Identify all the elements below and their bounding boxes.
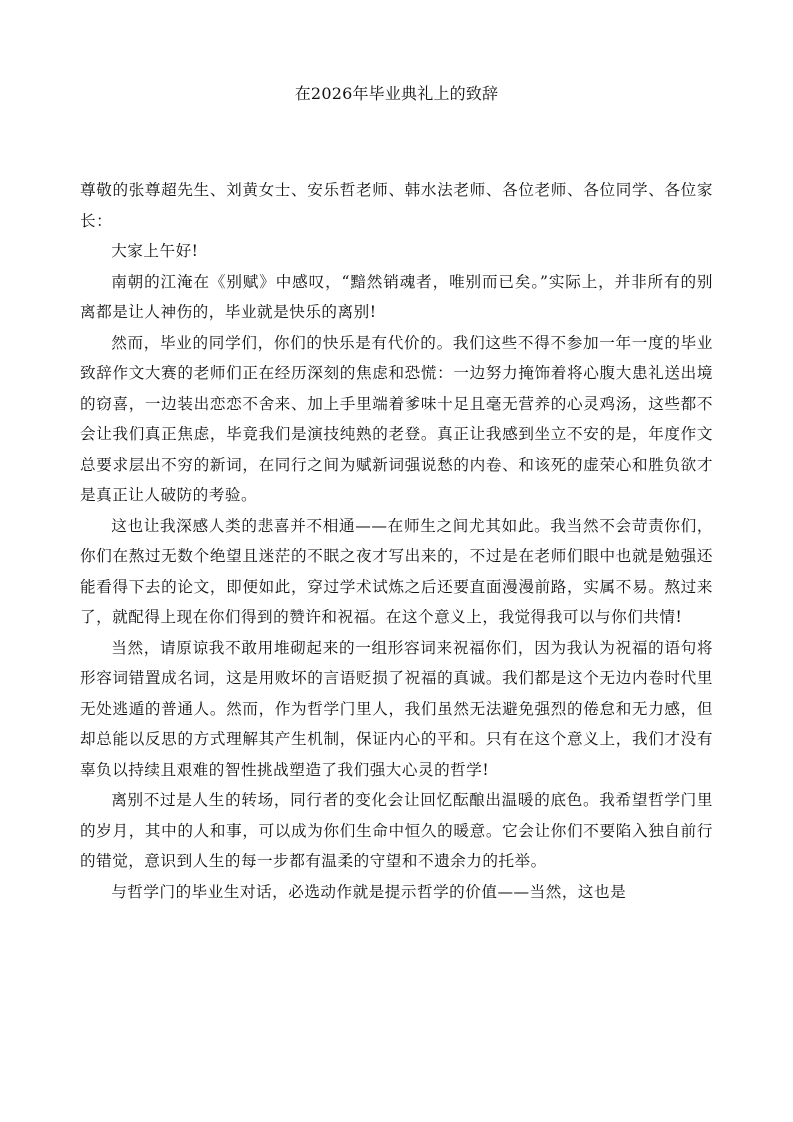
body-paragraph: 南朝的江淹在《别赋》中感叹，“黯然销魂者，唯别而已矣。”实际上，并非所有的别离都是让人神伤的，毕业就是快乐的离别! <box>80 272 713 321</box>
body-paragraph: 离别不过是人生的转场，同行者的变化会让回忆酝酿出温暖的底色。我希望哲学门里的岁月，其中的人和事，可以成为你们生命中恒久的暖意。它会让你们不要陷入独自前行的错觉，意识到人生的每一步都有温柔的守望和不遗余力的托举。 <box>80 791 713 870</box>
body-paragraph: 当然，请原谅我不敢用堆砌起来的一组形容词来祝福你们，因为我认为祝福的语句将形容词错置成名词，这是用败坏的言语贬损了祝福的真诚。我们都是这个无边内卷时代里无处逃遁的普通人。然而，作为哲学门里人，我们虽然无法避免强烈的倦怠和无力感，但却总能以反思的方式理解其产生机制，保证内心的平和。只有在这个意义上，我们才没有辜负以持续且艰难的智性挑战塑造了我们强大心灵的哲学! <box>80 638 713 779</box>
body-paragraph: 这也让我深感人类的悲喜并不相通——在师生之间尤其如此。我当然不会苛责你们，你们在熬过无数个绝望且迷茫的不眠之夜才写出来的，不过是在老师们眼中也就是勉强还能看得下去的论文，即便如此，穿过学术试炼之后还要直面漫漫前路，实属不易。熬过来了，就配得上现在你们得到的赞许和祝福。在这个意义上，我觉得我可以与你们共情! <box>80 516 713 626</box>
salutation-paragraph: 尊敬的张尊超先生、刘黄女士、安乐哲老师、韩水法老师、各位老师、各位同学、各位家长： <box>80 181 713 230</box>
body-paragraph: 然而，毕业的同学们，你们的快乐是有代价的。我们这些不得不参加一年一度的毕业致辞作文大赛的老师们正在经历深刻的焦虑和恐慌：一边努力掩饰着将心腹大患礼送出境的窃喜，一边装出恋恋不舍来、加上手里端着爹味十足且毫无营养的心灵鸡汤，这些都不会让我们真正焦虑，毕竟我们是演技纯熟的老登。真正让我感到坐立不安的是，年度作文总要求层出不穷的新词，在同行之间为赋新词强说愁的内卷、和该死的虚荣心和胜负欲才是真正让人破防的考验。 <box>80 333 713 504</box>
document-body <box>80 175 713 907</box>
document-title: 在2026年毕业典礼上的致辞 <box>294 84 499 103</box>
body-paragraph: 与哲学门的毕业生对话，必选动作就是提示哲学的价值——当然，这也是 <box>111 882 627 901</box>
greeting-paragraph: 大家上午好! <box>111 242 199 260</box>
